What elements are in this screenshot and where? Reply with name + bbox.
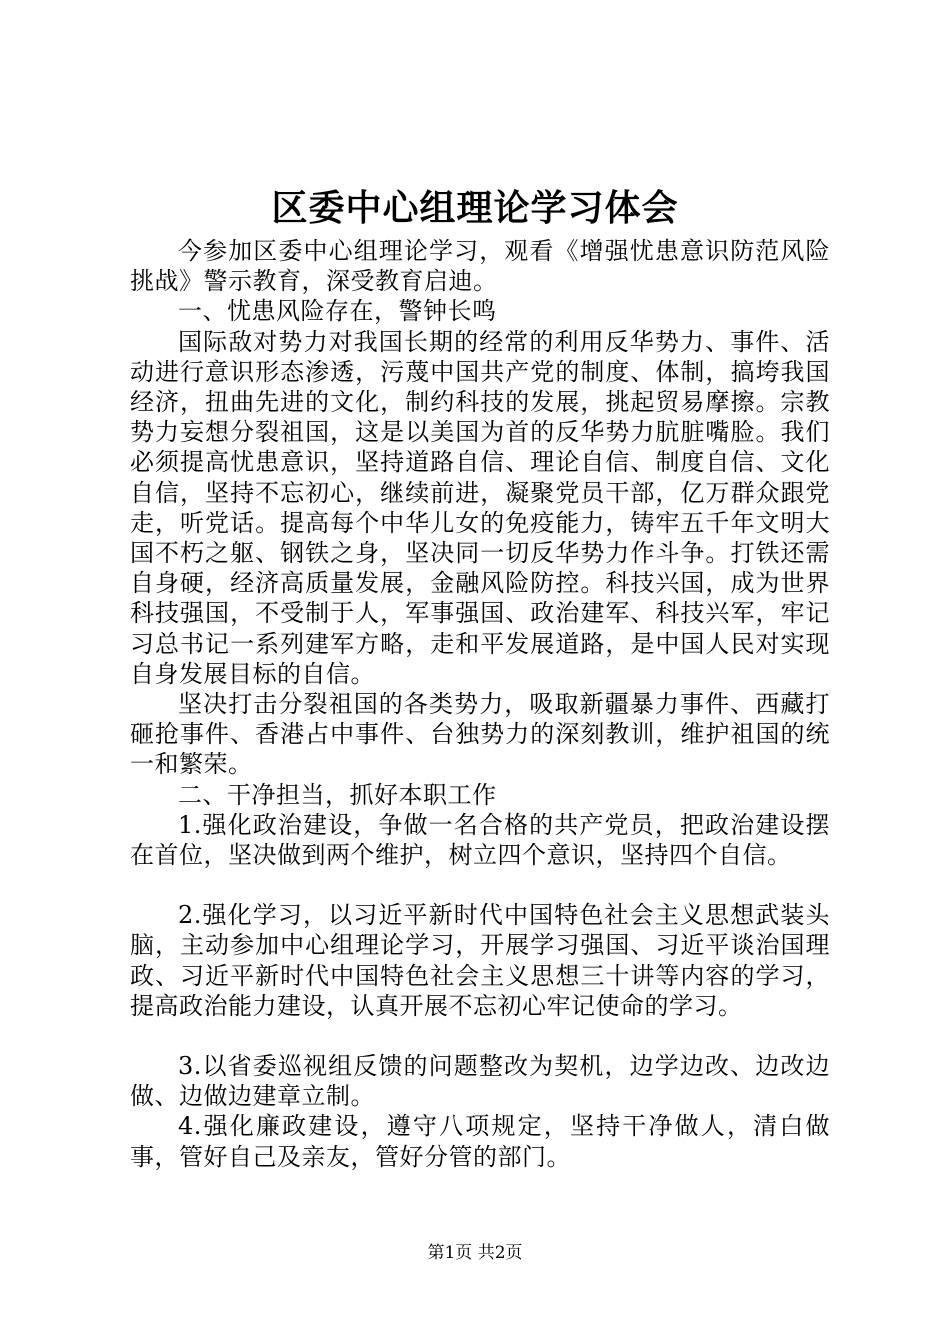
- paragraph-spacer: [130, 1021, 830, 1051]
- page-title: 区委中心组理论学习体会: [271, 187, 679, 229]
- list-item-1: 1.强化政治建设，争做一名合格的共产党员，把政治建设摆在首位，坚决做到两个维护，树立四个意识，坚持四个自信。: [130, 810, 830, 870]
- paragraph-section-1-extra: 坚决打击分裂祖国的各类势力，吸取新疆暴力事件、西藏打砸抢事件、香港占中事件、台独势力的深刻教训，维护祖国的统一和繁荣。: [130, 690, 830, 779]
- document-body: [130, 236, 830, 1172]
- list-item-4: 4.强化廉政建设，遵守八项规定，坚持干净做人，清白做事，管好自己及亲友，管好分管的部门。: [130, 1112, 830, 1171]
- paragraph-spacer: [130, 870, 830, 900]
- paragraph-section-1-body: 国际敌对势力对我国长期的经常的利用反华势力、事件、活动进行意识形态渗透，污蔑中国共产党的制度、体制，搞垮我国经济，扭曲先进的文化，制约科技的发展，挑起贸易摩擦。宗教势力妄想分裂祖国，这是以美国为首的反华势力肮脏嘴脸。我们必须提高忧患意识，坚持道路自信、理论自信、制度自信、文化自信，坚持不忘初心，继续前进，凝聚党员干部，亿万群众跟党走，听党话。提高每个中华儿女的免疫能力，铸牢五千年文明大国不朽之躯、钢铁之身，坚决同一切反华势力作斗争。打铁还需自身硬，经济高质量发展，金融风险防控。科技兴国，成为世界科技强国，不受制于人，军事强国、政治建军、科技兴军，牢记习总书记一系列建军方略，走和平发展道路，是中国人民对实现自身发展目标的自信。: [130, 327, 830, 688]
- list-item-2: 2.强化学习，以习近平新时代中国特色社会主义思想武装头脑，主动参加中心组理论学习，开展学习强国、习近平谈治国理政、习近平新时代中国特色社会主义思想三十讲等内容的学习，提高政治能力建设，认真开展不忘初心牢记使命的学习。: [130, 901, 830, 1020]
- list-item-3: 3.以省委巡视组反馈的问题整改为契机，边学边改、边改边做、边做边建章立制。: [130, 1052, 830, 1111]
- page-footer: 第1页 共2页: [427, 1243, 523, 1263]
- section-heading-1: 一、忧患风险存在，警钟长鸣: [178, 297, 497, 326]
- paragraph-intro: 今参加区委中心组理论学习，观看《增强忧患意识防范风险挑战》警示教育，深受教育启迪。: [130, 237, 830, 296]
- section-heading-2: 二、干净担当，抓好本职工作: [178, 780, 497, 809]
